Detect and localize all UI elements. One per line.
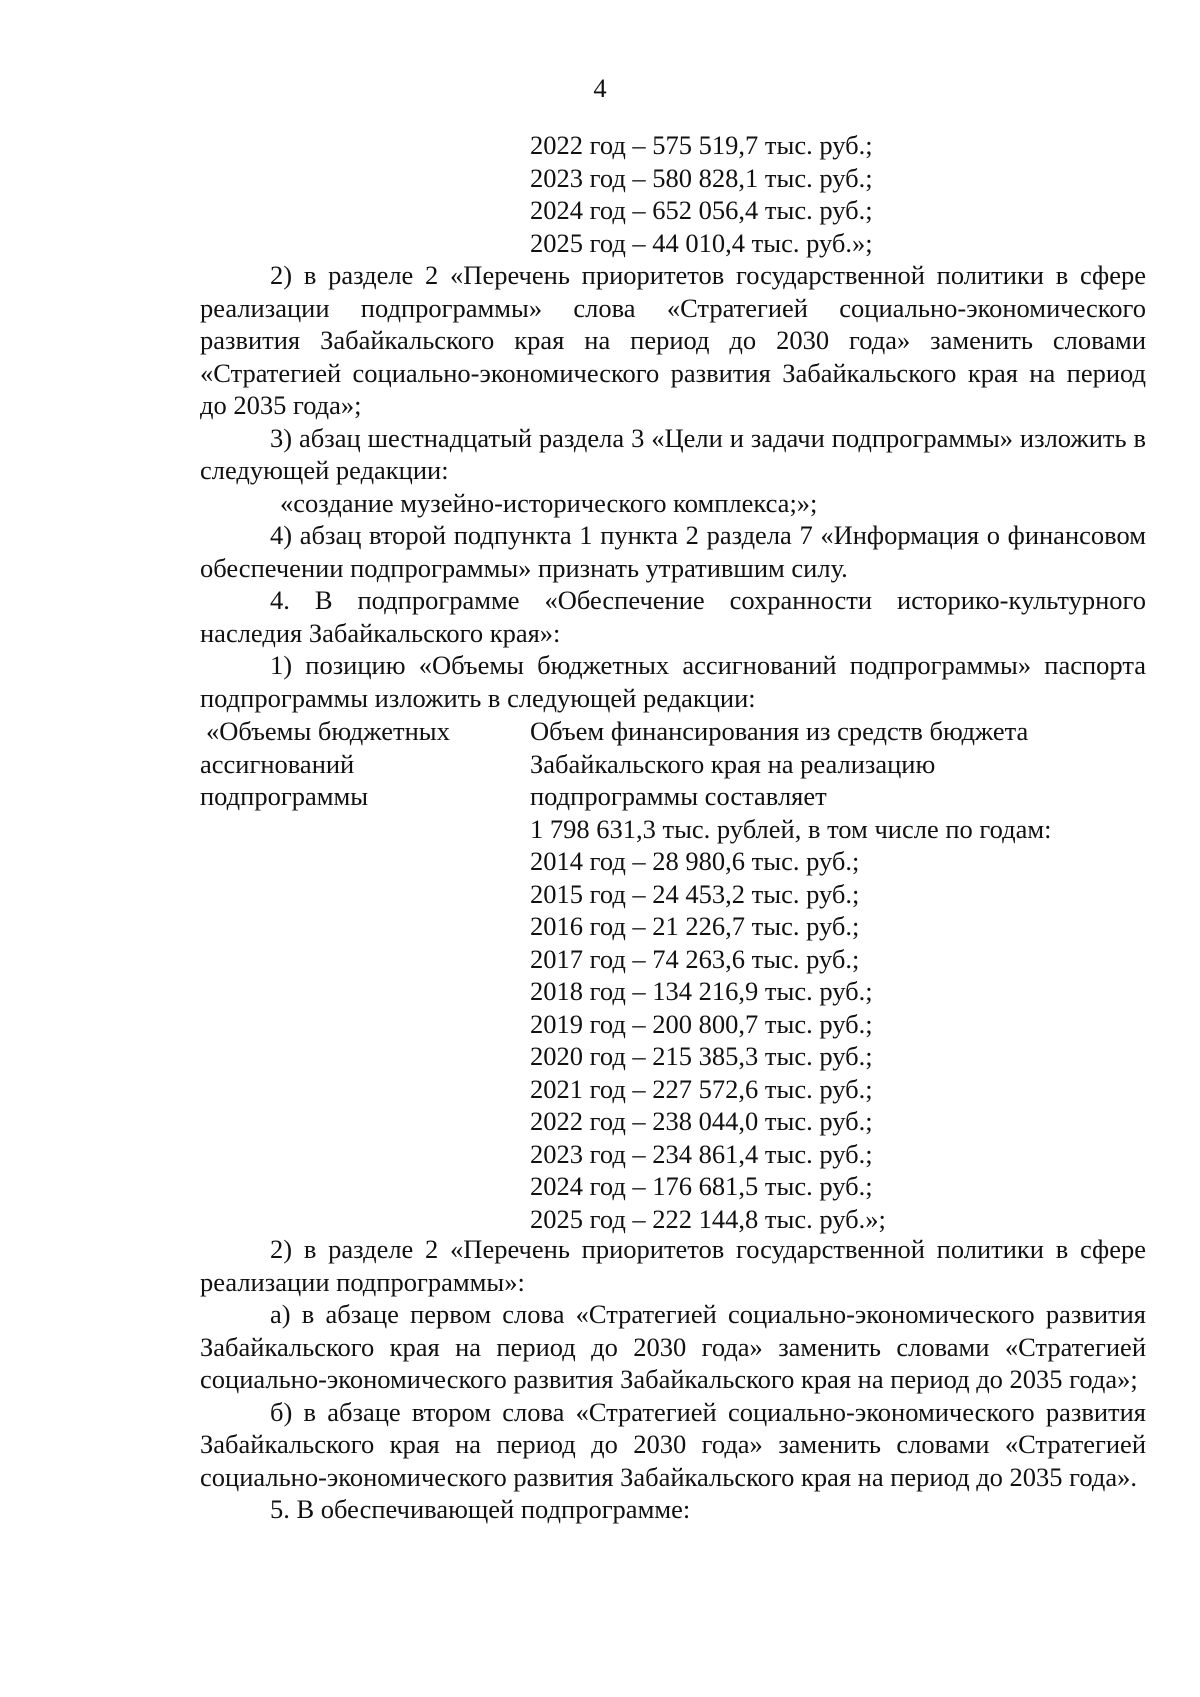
year-line: 2019 год – 200 800,7 тыс. руб.; [530,1008,873,1039]
passport-right-cell [530,715,1146,1235]
passport-left-cell [200,715,520,813]
passport-right-line: 1 798 631,3 тыс. рублей, в том числе по годам: [530,813,1052,844]
paragraph: 5. В обеспечивающей подпрограмме: [270,1494,691,1524]
year-line: 2020 год – 215 385,3 тыс. руб.; [530,1041,873,1071]
year-line: 2022 год – 238 044,0 тыс. руб.; [530,1106,873,1136]
year-line: 2018 год – 134 216,9 тыс. руб.; [530,976,873,1006]
passport-right-line: Забайкальского края на реализацию [530,748,936,779]
year-line: 2024 год – 176 681,5 тыс. руб.; [530,1171,873,1201]
paragraph: б) в абзаце втором слова «Стратегией социально-экономического развития Забайкальского края на период до 2030 года» заменить словами «Стратегией социально-экономического развития Забайкальского края на период до 2035 года». [200,1396,1146,1492]
year-line: 2024 год – 652 056,4 тыс. руб.; [530,195,873,225]
paragraph: 4) абзац второй подпункта 1 пункта 2 раздела 7 «Информация о финансовом обеспечении подпрограммы» признать утратившим силу. [200,520,1146,583]
paragraphs-block-b [200,1233,1146,1526]
paragraph: 2) в разделе 2 «Перечень приоритетов государственной политики в сфере реализации подпрограммы» слова «Стратегией социально-экономического развития Забайкальского края на период до 2030 года» заменить словами «Стратегией социально-экономического развития Забайкальского края на период до 2035 года»; [200,260,1146,420]
year-line: 2017 год – 74 263,6 тыс. руб.; [530,943,860,974]
year-line: 2021 год – 227 572,6 тыс. руб.; [530,1073,873,1104]
paragraph: 1) позицию «Объемы бюджетных ассигнований подпрограммы» паспорта подпрограммы изложить в следующей редакции: [200,650,1146,713]
paragraph-quote: «создание музейно-исторического комплекса;»; [280,487,818,518]
year-line: 2015 год – 24 453,2 тыс. руб.; [530,878,860,909]
year-line: 2023 год – 580 828,1 тыс. руб.; [530,162,873,193]
paragraph: 2) в разделе 2 «Перечень приоритетов государственной политики в сфере реализации подпрограммы»: [200,1234,1146,1297]
passport-left-line: подпрограммы [200,781,369,811]
top-years-list [530,129,873,259]
passport-left-line: «Объемы бюджетных [206,716,450,746]
year-line: 2025 год – 44 010,4 тыс. руб.»; [530,227,873,258]
year-line: 2014 год – 28 980,6 тыс. руб.; [530,846,860,876]
paragraphs-block-a [200,259,1146,714]
passport-right-line: подпрограммы составляет [530,781,827,811]
paragraph: 3) абзац шестнадцатый раздела 3 «Цели и задачи подпрограммы» изложить в следующей редакции: [200,422,1146,485]
page-number: 4 [593,73,607,103]
paragraph: 4. В подпрограмме «Обеспечение сохранности историко-культурного наследия Забайкальского края»: [200,585,1146,648]
year-line: 2022 год – 575 519,7 тыс. руб.; [530,130,873,160]
paragraph: а) в абзаце первом слова «Стратегией социально-экономического развития Забайкальского края на период до 2030 года» заменить словами «Стратегией социально-экономического развития Забайкальского края на период до 2035 года»; [200,1299,1146,1394]
passport-left-line: ассигнований [200,748,355,779]
year-line: 2025 год – 222 144,8 тыс. руб.»; [530,1203,886,1234]
passport-right-line: Объем финансирования из средств бюджета [530,716,1029,746]
year-line: 2016 год – 21 226,7 тыс. руб.; [530,911,860,941]
year-line: 2023 год – 234 861,4 тыс. руб.; [530,1138,873,1169]
